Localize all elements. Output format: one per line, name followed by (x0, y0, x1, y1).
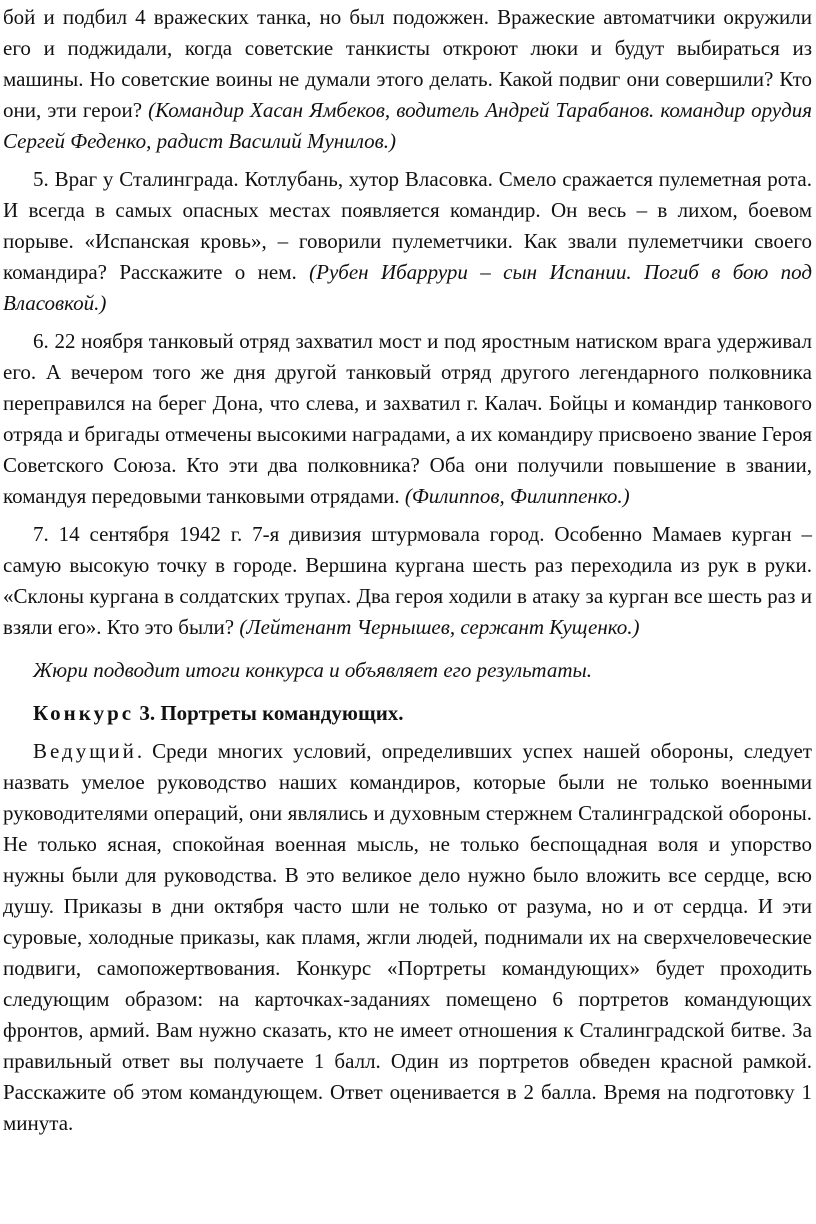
host-paragraph (3, 736, 812, 1139)
section-heading-label: Конкурс (33, 701, 135, 725)
paragraph-intro (3, 2, 812, 157)
paragraph-text: 5. Враг у Сталинграда. Котлубань, хутор Власовка. Смело сражается пулеметная рота. И всегда в самых опасных местах появляется командир. Он весь – в лихом, боевом порыве. «Испанская кровь», – говорили пулеметчики. Как звали пулеметчики своего командира? Расскажите о нем. (3, 167, 812, 284)
paragraph-question-5 (3, 164, 812, 319)
answer-text: (Лейтенант Чернышев, сержант Кущенко.) (239, 615, 640, 639)
section-heading-title: 3. Портреты командующих. (134, 701, 404, 725)
answer-text: (Рубен Ибаррури – сын Испании. Погиб в бою под Власовкой.) (3, 260, 812, 315)
section-heading (3, 698, 812, 729)
paragraph-text: бой и подбил 4 вражеских танка, но был подожжен. Вражеские автоматчики окружили его и поджидали, когда советские танкисты откроют люки и будут выбираться из машины. Но советские воины не думали этого делать. Какой подвиг они совершили? Кто они, эти герои? (3, 5, 812, 122)
host-speaker: Ведущий (33, 739, 137, 763)
paragraph-question-6 (3, 326, 812, 512)
answer-text: (Филиппов, Филиппенко.) (404, 484, 630, 508)
answer-text: (Командир Хасан Ямбеков, водитель Андрей Тарабанов. командир орудия Сергей Феденко, радист Василий Мунилов.) (3, 98, 812, 153)
paragraph-text: 7. 14 сентября 1942 г. 7-я дивизия штурмовала город. Особенно Мамаев курган – самую высокую точку в городе. Вершина кургана шесть раз переходила из рук в руки. «Склоны кургана в солдатских трупах. Два героя ходили в атаку за курган все шесть раз и взяли его». Кто это были? (3, 522, 812, 639)
paragraph-text: 6. 22 ноября танковый отряд захватил мост и под яростным натиском врага удерживал его. А вечером того же дня другой танковый отряд другого легендарного полковника переправился на берег Дона, что слева, и захватил г. Калач. Бойцы и командир танкового отряда и бригады отмечены высокими наградами, а их командиру присвоено звание Героя Советского Союза. Кто эти два полковника? Оба они получили повышение в звании, командуя передовыми танковыми отрядами. (3, 329, 812, 508)
jury-note: Жюри подводит итоги конкурса и объявляет его результаты. (33, 658, 592, 682)
paragraph-question-7 (3, 519, 812, 643)
paragraph-text: . Среди многих условий, определивших успех нашей обороны, следует назвать умелое руководство наших командиров, которые были не только военными руководителями операций, они являлись и духовным стержнем Сталинградской обороны. Не только ясная, спокойная военная мысль, не только беспощадная воля и упорство нужны были для руководства. В это великое дело нужно было вложить все сердце, всю душу. Приказы в дни октября часто шли не только от разума, но и от сердца. И эти суровые, холодные приказы, как пламя, жгли людей, поднимали их на сверхчеловеческие подвиги, самопожертвования. Конкурс «Портреты командующих» будет проходить следующим образом: на карточках-заданиях помещено 6 портретов командующих фронтов, армий. Вам нужно сказать, кто не имеет отношения к Сталинградской битве. За правильный ответ вы получаете 1 балл. Один из портретов обведен красной рамкой. Расскажите об этом командующем. Ответ оценивается в 2 балла. Время на подготовку 1 минута. (3, 739, 812, 1135)
